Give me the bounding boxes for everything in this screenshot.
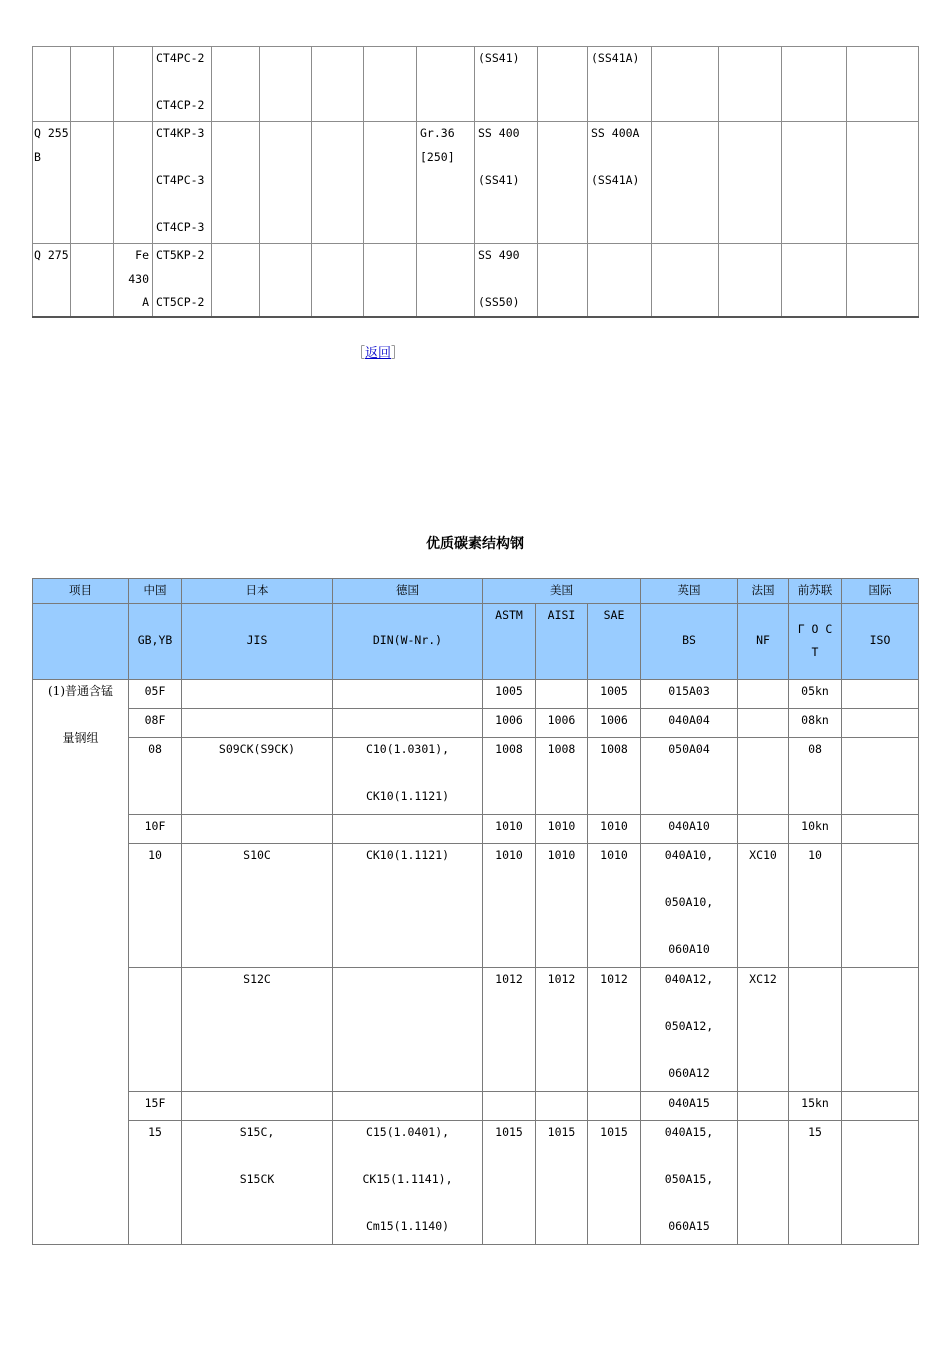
top-table-cell: SS 490 (SS50) xyxy=(475,244,538,317)
top-table-cell xyxy=(538,122,588,244)
table-cell: 1008 xyxy=(483,737,536,814)
top-table-cell xyxy=(538,47,588,122)
category-cell: (1)普通含锰 量钢组 xyxy=(33,679,129,1244)
table-cell xyxy=(333,708,483,737)
table-cell: 1010 xyxy=(483,814,536,843)
header-gb: GB,YB xyxy=(129,603,182,679)
table-cell xyxy=(333,967,483,1091)
table-cell: 05kn xyxy=(789,679,842,708)
top-table-cell: SS 400 (SS41) xyxy=(475,122,538,244)
top-table-cell: Q 255 B xyxy=(33,122,71,244)
table-cell: 050A04 xyxy=(641,737,738,814)
top-table-cell: (SS41) xyxy=(475,47,538,122)
table-cell: 1010 xyxy=(588,843,641,967)
top-table-cell xyxy=(364,122,417,244)
top-table-cell xyxy=(212,122,260,244)
top-table-cell xyxy=(212,47,260,122)
table-cell: 1012 xyxy=(536,967,588,1091)
table-cell: 1005 xyxy=(483,679,536,708)
top-table-cell: CT4PC-2 CT4CP-2 xyxy=(153,47,212,122)
bracket-open: ［ xyxy=(352,346,366,361)
table-cell: XC10 xyxy=(738,843,789,967)
table-row xyxy=(33,1091,919,1120)
header-intl: 国际 xyxy=(842,579,919,604)
table-cell xyxy=(333,1091,483,1120)
top-table-cell: Q 275 xyxy=(33,244,71,317)
header-sae: SAE xyxy=(588,603,641,679)
table-cell: 1008 xyxy=(588,737,641,814)
table-cell: 05F xyxy=(129,679,182,708)
header-ussr: 前苏联 xyxy=(789,579,842,604)
header-bs: BS xyxy=(641,603,738,679)
table-cell: 040A10, 050A10, 060A10 xyxy=(641,843,738,967)
table-row xyxy=(33,967,919,1091)
header-china: 中国 xyxy=(129,579,182,604)
header-usa: 美国 xyxy=(483,579,641,604)
table-cell: 1010 xyxy=(483,843,536,967)
header-nf: NF xyxy=(738,603,789,679)
top-table-cell xyxy=(33,47,71,122)
top-table-cell: SS 400A (SS41A) xyxy=(588,122,652,244)
table-cell xyxy=(182,814,333,843)
header-iso: ISO xyxy=(842,603,919,679)
back-link-container xyxy=(352,342,404,361)
back-link[interactable]: 返回 xyxy=(365,346,392,361)
table-cell xyxy=(738,679,789,708)
table-cell: 040A12, 050A12, 060A12 xyxy=(641,967,738,1091)
top-table-cell xyxy=(312,244,364,317)
table-cell: XC12 xyxy=(738,967,789,1091)
header-item: 项目 xyxy=(33,579,129,604)
top-table-cell: CT5KP-2 CT5CP-2 xyxy=(153,244,212,317)
table-cell: 040A15, 050A15, 060A15 xyxy=(641,1120,738,1244)
table-cell xyxy=(842,814,919,843)
table-cell: 10kn xyxy=(789,814,842,843)
header-aisi: AISI xyxy=(536,603,588,679)
table-cell xyxy=(738,1120,789,1244)
table-cell: 1015 xyxy=(536,1120,588,1244)
top-table-cell xyxy=(417,47,475,122)
table-cell: 10F xyxy=(129,814,182,843)
table-cell: 1012 xyxy=(588,967,641,1091)
table-row xyxy=(33,708,919,737)
table-cell xyxy=(842,967,919,1091)
table-cell: S10C xyxy=(182,843,333,967)
top-comparison-table xyxy=(32,46,919,318)
top-table-cell xyxy=(260,122,312,244)
table-cell xyxy=(182,679,333,708)
top-table-cell: Gr.36 [250] xyxy=(417,122,475,244)
top-table-cell xyxy=(782,122,847,244)
table-cell: 15F xyxy=(129,1091,182,1120)
table-cell xyxy=(842,843,919,967)
table-cell xyxy=(738,1091,789,1120)
table-cell xyxy=(842,1120,919,1244)
table-cell: 08F xyxy=(129,708,182,737)
table-cell xyxy=(738,737,789,814)
table-cell: 1005 xyxy=(588,679,641,708)
table-cell: 1006 xyxy=(483,708,536,737)
table-cell: 15 xyxy=(129,1120,182,1244)
top-table-cell xyxy=(312,122,364,244)
header-jis: JIS xyxy=(182,603,333,679)
steel-grade-table xyxy=(32,578,919,1245)
table-cell: 040A10 xyxy=(641,814,738,843)
top-table-cell xyxy=(652,244,719,317)
top-table-cell xyxy=(71,244,114,317)
header-astm: ASTM xyxy=(483,603,536,679)
table-row xyxy=(33,737,919,814)
table-cell: CK10(1.1121) xyxy=(333,843,483,967)
top-table-cell xyxy=(847,122,919,244)
table-row xyxy=(33,814,919,843)
header-japan: 日本 xyxy=(182,579,333,604)
top-table-cell xyxy=(719,244,782,317)
top-table-cell xyxy=(847,244,919,317)
table-cell: 15kn xyxy=(789,1091,842,1120)
top-table-cell xyxy=(652,122,719,244)
table-cell xyxy=(182,708,333,737)
table-cell: 040A15 xyxy=(641,1091,738,1120)
table-cell xyxy=(842,1091,919,1120)
table-cell xyxy=(738,814,789,843)
top-table-cell xyxy=(652,47,719,122)
top-table-cell xyxy=(719,47,782,122)
header-din: DIN(W-Nr.) xyxy=(333,603,483,679)
table-cell: C15(1.0401), CK15(1.1141), Cm15(1.1140) xyxy=(333,1120,483,1244)
table-cell xyxy=(738,708,789,737)
top-table-cell xyxy=(260,244,312,317)
table-cell xyxy=(483,1091,536,1120)
table-cell: 08 xyxy=(789,737,842,814)
top-table-cell xyxy=(588,244,652,317)
top-table-row xyxy=(33,244,919,317)
table-cell: C10(1.0301), CK10(1.1121) xyxy=(333,737,483,814)
top-table-cell xyxy=(71,47,114,122)
table-cell xyxy=(333,814,483,843)
bracket-close: ］ xyxy=(391,346,405,361)
table-cell xyxy=(842,737,919,814)
table-cell: S09CK(S9CK) xyxy=(182,737,333,814)
table-cell: 015A03 xyxy=(641,679,738,708)
table-row xyxy=(33,679,919,708)
table-cell: 10 xyxy=(789,843,842,967)
top-table-cell xyxy=(782,47,847,122)
table-cell: 10 xyxy=(129,843,182,967)
top-table-cell xyxy=(847,47,919,122)
top-table-cell xyxy=(782,244,847,317)
section-title: 优质碳素结构钢 xyxy=(426,536,524,552)
top-table-cell: (SS41A) xyxy=(588,47,652,122)
top-table-row xyxy=(33,122,919,244)
table-row xyxy=(33,1120,919,1244)
table-cell: 1015 xyxy=(588,1120,641,1244)
top-table-cell xyxy=(212,244,260,317)
top-table-cell xyxy=(312,47,364,122)
table-cell xyxy=(842,708,919,737)
table-row xyxy=(33,843,919,967)
header-france: 法国 xyxy=(738,579,789,604)
header-row-1 xyxy=(33,579,919,604)
top-table-cell xyxy=(364,244,417,317)
table-cell xyxy=(588,1091,641,1120)
table-cell: 1010 xyxy=(588,814,641,843)
table-cell: 1010 xyxy=(536,843,588,967)
top-table-row xyxy=(33,47,919,122)
table-cell: S12C xyxy=(182,967,333,1091)
header-item-blank xyxy=(33,603,129,679)
top-table-cell xyxy=(364,47,417,122)
table-cell xyxy=(842,679,919,708)
top-table-cell: Fe 430 A xyxy=(114,244,153,317)
header-gost: Γ O C T xyxy=(789,603,842,679)
table-cell: 08kn xyxy=(789,708,842,737)
top-table-cell xyxy=(719,122,782,244)
table-cell xyxy=(182,1091,333,1120)
table-cell xyxy=(129,967,182,1091)
table-cell: 1010 xyxy=(536,814,588,843)
header-row-2 xyxy=(33,603,919,679)
top-table-cell xyxy=(260,47,312,122)
table-cell xyxy=(536,1091,588,1120)
header-uk: 英国 xyxy=(641,579,738,604)
table-cell xyxy=(333,679,483,708)
table-cell: 1012 xyxy=(483,967,536,1091)
table-cell xyxy=(789,967,842,1091)
table-cell: 040A04 xyxy=(641,708,738,737)
top-table-cell xyxy=(114,122,153,244)
header-germany: 德国 xyxy=(333,579,483,604)
table-cell: 1015 xyxy=(483,1120,536,1244)
table-cell xyxy=(536,679,588,708)
table-cell: 08 xyxy=(129,737,182,814)
top-table-cell xyxy=(71,122,114,244)
top-table-cell xyxy=(114,47,153,122)
table-cell: 1006 xyxy=(536,708,588,737)
top-table-cell: CT4KP-3 CT4PC-3 CT4CP-3 xyxy=(153,122,212,244)
table-cell: 1006 xyxy=(588,708,641,737)
table-cell: 1008 xyxy=(536,737,588,814)
table-cell: 15 xyxy=(789,1120,842,1244)
top-table-cell xyxy=(417,244,475,317)
top-table-cell xyxy=(538,244,588,317)
table-cell: S15C, S15CK xyxy=(182,1120,333,1244)
